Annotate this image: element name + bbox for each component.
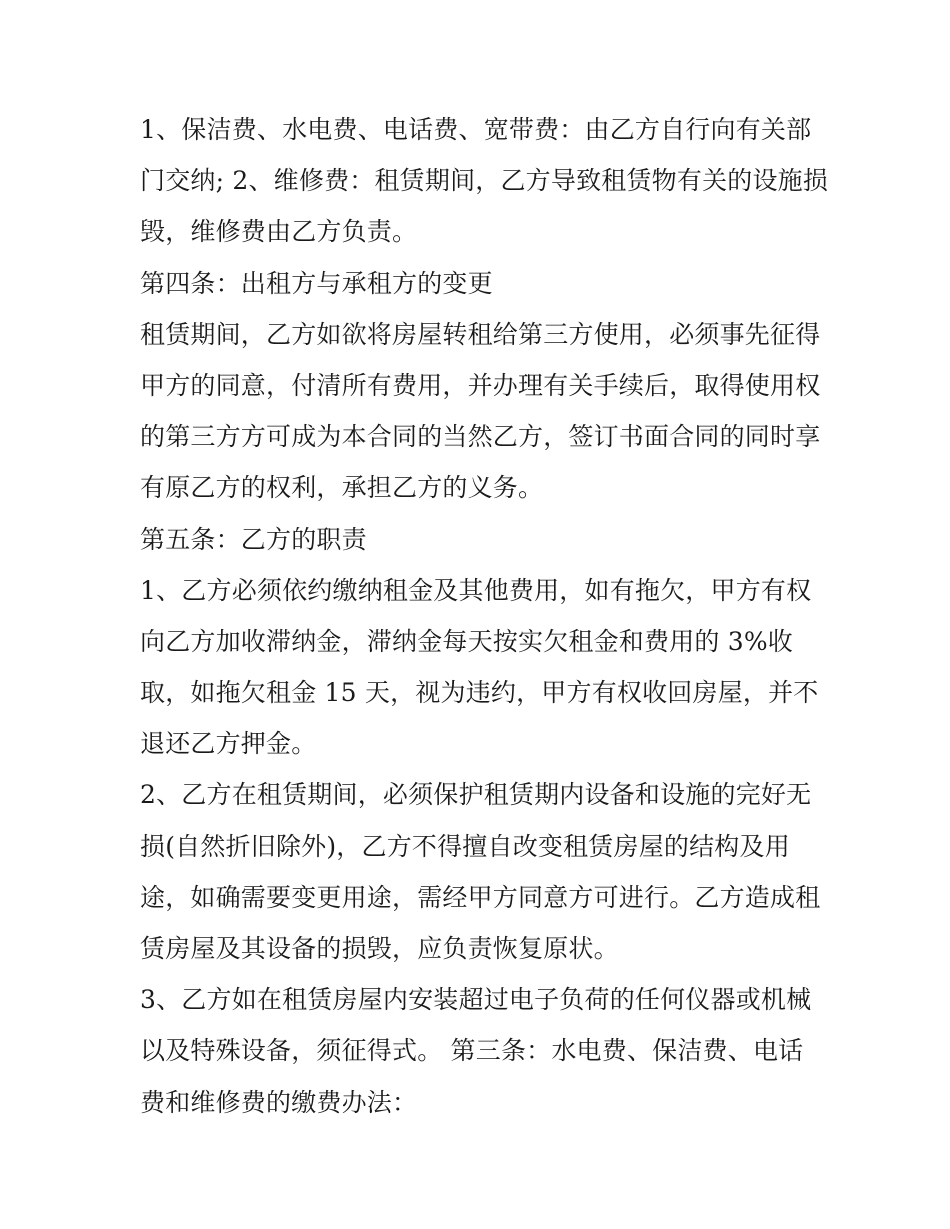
text-line-14: 2、乙方在租赁期间，必须保护租赁期内设备和设施的完好无 bbox=[140, 780, 812, 810]
text-line-19: 以及特殊设备，须征得式。 第三条：水电费、保洁费、电话 bbox=[140, 1036, 804, 1066]
text-line-2: 门交纳; 2、维修费：租赁期间，乙方导致租赁物有关的设施损 bbox=[140, 166, 829, 196]
text-line-16: 途，如确需要变更用途，需经甲方同意方可进行。乙方造成租 bbox=[140, 882, 821, 912]
text-line-20: 费和维修费的缴费办法： bbox=[140, 1087, 418, 1117]
section-heading-article-4: 第四条：出租方与承租方的变更 bbox=[140, 268, 493, 298]
text-line-12: 取，如拖欠租金 15 天，视为违约，甲方有权收回房屋，并不 bbox=[140, 678, 819, 708]
section-heading-article-5: 第五条：乙方的职责 bbox=[140, 524, 367, 554]
text-line-11: 向乙方加收滞纳金，滞纳金每天按实欠租金和费用的 3%收 bbox=[140, 626, 794, 656]
text-line-8: 有原乙方的权利，承担乙方的义务。 bbox=[140, 473, 544, 503]
text-line-10: 1、乙方必须依约缴纳租金及其他费用，如有拖欠，甲方有权 bbox=[140, 575, 812, 605]
text-line-7: 的第三方方可成为本合同的当然乙方，签订书面合同的同时享 bbox=[140, 422, 821, 452]
text-line-15: 损(自然折旧除外)，乙方不得擅自改变租赁房屋的结构及用 bbox=[140, 831, 790, 861]
text-line-5: 租赁期间，乙方如欲将房屋转租给第三方使用，必须事先征得 bbox=[140, 319, 821, 349]
text-line-13: 退还乙方押金。 bbox=[140, 729, 317, 759]
text-line-18: 3、乙方如在租赁房屋内安装超过电子负荷的任何仪器或机械 bbox=[140, 985, 812, 1015]
text-line-17: 赁房屋及其设备的损毁，应负责恢复原状。 bbox=[140, 934, 619, 963]
document-body bbox=[140, 104, 830, 1128]
text-line-6: 甲方的同意，付清所有费用，并办理有关手续后，取得使用权 bbox=[140, 370, 821, 400]
text-line-1: 1、保洁费、水电费、电话费、宽带费：由乙方自行向有关部 bbox=[140, 115, 812, 144]
text-line-3: 毁，维修费由乙方负责。 bbox=[140, 217, 418, 247]
